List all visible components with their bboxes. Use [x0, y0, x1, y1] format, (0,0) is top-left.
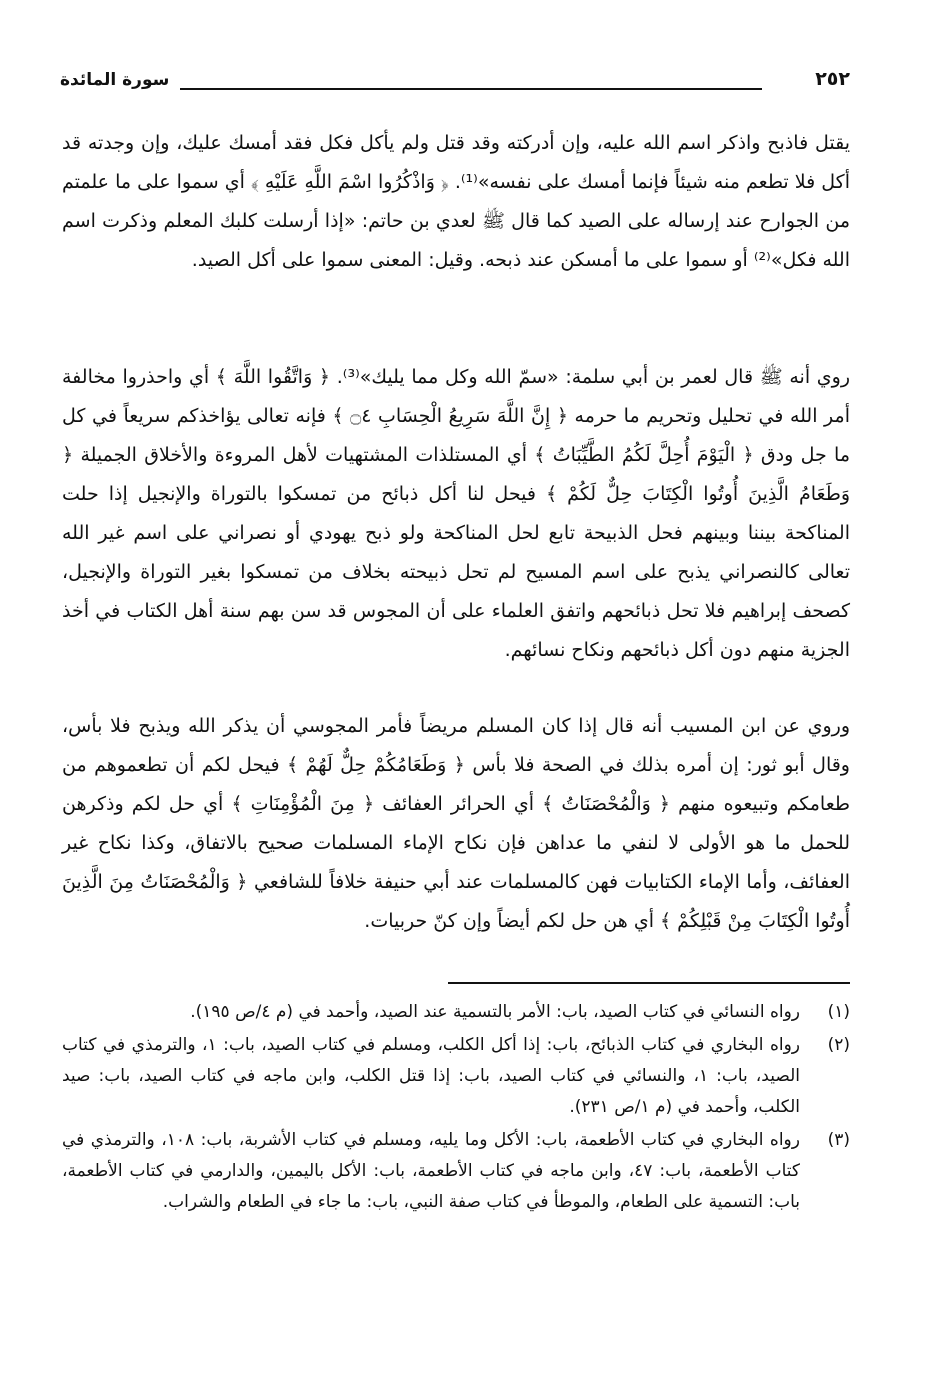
footnote-text: رواه البخاري في كتاب الذبائح، باب: إذا أكل الكلب، ومسلم في كتاب الصيد، باب: ١، والترمذي في كتاب الصيد، باب: ١، والنسائي في كتاب الصيد، باب: إذا قتل الكلب، وابن ماجه في كتاب الصيد، باب: صيد الكلب، وأحمد في (م ١/ص ٢٣١). [62, 1035, 800, 1117]
chapter-title: سورة المائدة [60, 70, 170, 90]
paragraph-3: وروي عن ابن المسيب أنه قال إذا كان المسلم مريضاً فأمر المجوسي أن يذكر الله ويذبح فلا بأس، وقال أبو ثور: إن أمره بذلك في الصحة فلا بأس ﴿ وَطَعَامُكُمْ حِلٌّ لَهُمْ ﴾ فيحل لكم أن تطعموهم من طعامكم وتبيعوه منهم ﴿ وَالْمُحْصَنَاتُ ﴾ أي الحرائر العفائف ﴿ مِنَ الْمُؤْمِنَاتِ ﴾ أي حل لكم وذكرهن للحمل ما هو الأولى لا لنفي ما عداهن فإن نكاح الإماء المسلمات صحيح بالاتفاق، وكذا نكاح غير العفائف، وأما الإماء الكتابيات فهن كالمسلمات عند أبي حنيفة خلافاً للشافعي ﴿ وَالْمُحْصَنَاتُ مِنَ الَّذِينَ أُوتُوا الْكِتَابَ مِنْ قَبْلِكُمْ ﴾ أي هن حل لكم أيضاً وإن كنّ حربيات. [62, 715, 850, 932]
footnote-number: (٣) [827, 1130, 850, 1150]
footnote-number: (٢) [827, 1035, 850, 1055]
footnote [62, 1125, 850, 1218]
paragraph-1: يقتل فاذبح واذكر اسم الله عليه، وإن أدركته وقد قتل ولم يأكل فكل فقد أمسك عليك، وإن وجدته قد أكل فلا تطعم منه شيئاً فإنما أمسك على نفسه»⁽¹⁾. ﴿ وَاذْكُرُوا اسْمَ اللَّهِ عَلَيْهِ ﴾ أي سموا على ما علمتم من الجوارح عند إرساله على الصيد كما قال ﷺ لعدي بن حاتم: «إذا أرسلت كلبك المعلم وذكرت اسم الله فكل»⁽²⁾ أو سموا على ما أمسكن عند ذبحه. وقيل: المعنى سموا على أكل الصيد. [62, 132, 850, 271]
footnote-text: رواه البخاري في كتاب الأطعمة، باب: الأكل وما يليه، ومسلم في كتاب الأشربة، باب: ١٠٨، والترمذي في كتاب الأطعمة، باب: ٤٧، وابن ماجه في كتاب الأطعمة، باب: الأكل باليمين، والدارمي في كتاب الأطعمة، باب: التسمية على الطعام، والموطأ في كتاب صفة النبي، باب: ما جاء في الطعام والشراب. [62, 1130, 800, 1212]
footnote [62, 1030, 850, 1123]
footnotes [62, 997, 850, 1220]
footnote-separator [448, 982, 850, 984]
header-rule [180, 88, 762, 90]
page-header [60, 66, 850, 102]
page-number: ٢٥٢ [815, 68, 850, 90]
footnote [62, 997, 850, 1028]
paragraph-2: روي أنه ﷺ قال لعمر بن أبي سلمة: «سمّ الله وكل مما يليك»⁽³⁾. ﴿ وَاتَّقُوا اللَّهَ ﴾ أي واحذروا مخالفة أمر الله في تحليل وتحريم ما حرمه ﴿ إِنَّ اللَّهَ سَرِيعُ الْحِسَابِ ۝٤ ﴾ فإنه تعالى يؤاخذكم سريعاً في كل ما جل ودق ﴿ الْيَوْمَ أُحِلَّ لَكُمُ الطَّيِّبَاتُ ﴾ أي المستلذات المشتهيات لأهل المروءة والأخلاق الجميلة ﴿ وَطَعَامُ الَّذِينَ أُوتُوا الْكِتَابَ حِلٌّ لَكُمْ ﴾ فيحل لنا أكل ذبائح من تمسكوا بالتوراة والإنجيل إذا حلت المناكحة بيننا وبينهم فحل الذبيحة تابع لحل المناكحة ولو ذبح يهودي أو نصراني على اسم غير الله تعالى كالنصراني يذبح على اسم المسيح لم تحل ذبيحته بخلاف من تمسكوا بغير التوراة والإنجيل، كصحف إبراهيم فلا تحل ذبائحهم واتفق العلماء على أن المجوس قد سن بهم سنة أهل الكتاب في أخذ الجزية منهم دون أكل ذبائحهم ونكاح نسائهم. [62, 366, 850, 661]
footnote-number: (١) [827, 1002, 850, 1022]
footnote-text: رواه النسائي في كتاب الصيد، باب: الأمر بالتسمية عند الصيد، وأحمد في (م ٤/ص ١٩٥). [190, 1002, 800, 1022]
